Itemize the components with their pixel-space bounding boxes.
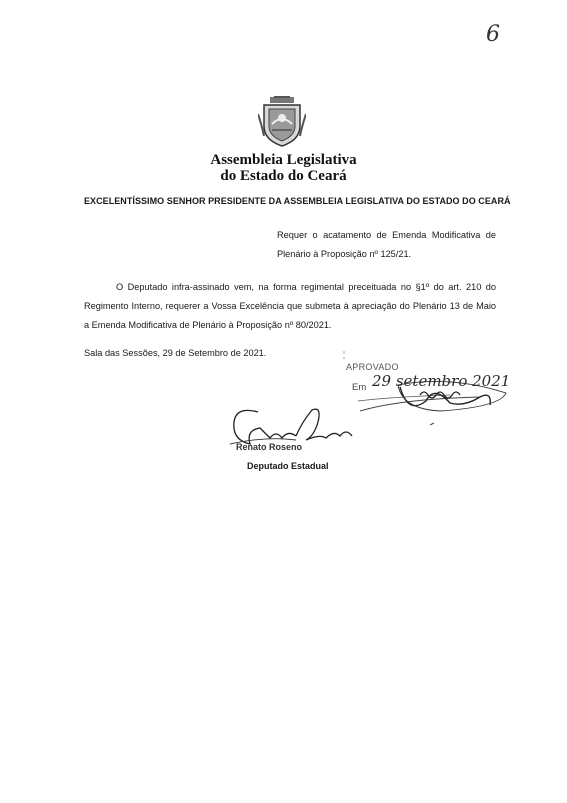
- addressee: EXCELENTÍSSIMO SENHOR PRESIDENTE DA ASSEMBLEIA LEGISLATIVA DO ESTADO DO CEARÁ: [84, 196, 511, 206]
- approval-stamp-label: APROVADO: [346, 362, 399, 372]
- approval-stamp-em: Em: [352, 382, 367, 393]
- place-date: Sala das Sessões, 29 de Setembro de 2021.: [84, 348, 267, 358]
- request-summary: Requer o acatamento de Emenda Modificativa de Plenário à Proposição nº 125/21.: [277, 230, 496, 259]
- signatory-role: Deputado Estadual: [247, 461, 329, 471]
- page-number: 6: [486, 22, 500, 47]
- org-name-line2: do Estado do Ceará: [220, 168, 347, 184]
- ceara-coat-of-arms-icon: [258, 96, 306, 148]
- body-text: O Deputado infra-assinado vem, na forma regimental preceituada no §1º do art. 210 do Regimento Interno, requerer a Vossa Excelência que submeta à apreciação do Plenário 13 de Maio a Emenda Modificativa de Plenário à Proposição nº 80/2021.: [84, 282, 496, 330]
- body-paragraph: [84, 278, 496, 335]
- approval-handwritten-date: 29 setembro 2021: [372, 372, 511, 390]
- org-name-line1: Assembleia Legislativa: [210, 152, 357, 168]
- signatory-name: Renato Roseno: [236, 442, 303, 452]
